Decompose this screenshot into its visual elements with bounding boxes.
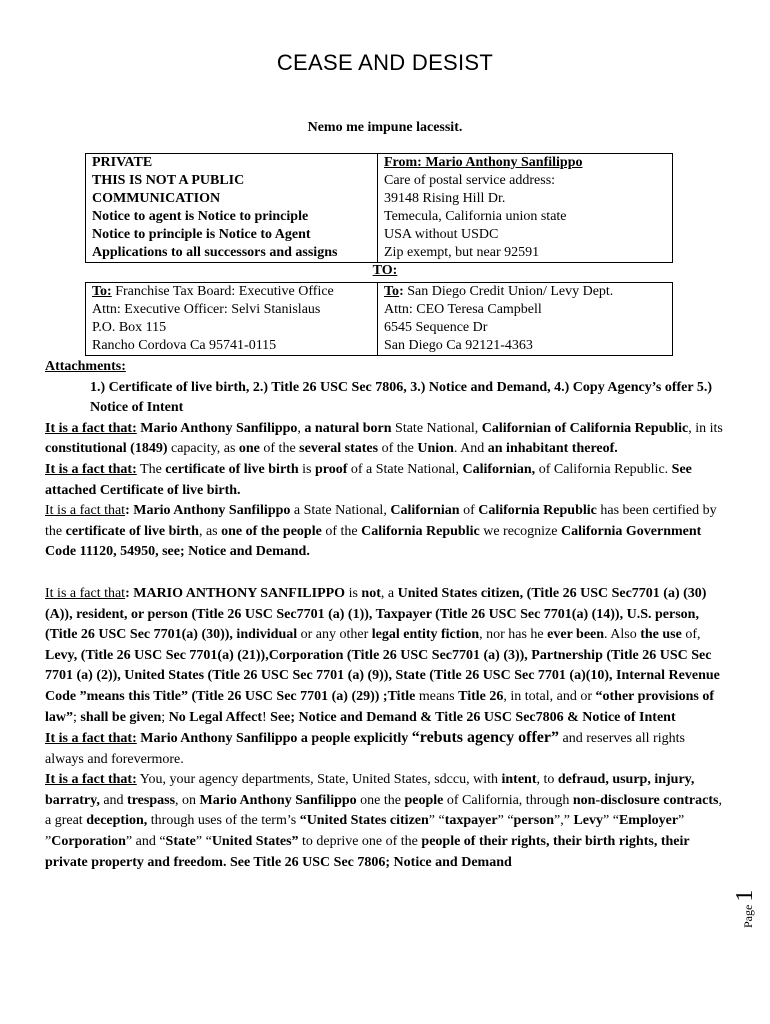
privacy-notice-cell bbox=[86, 154, 378, 263]
letter-body bbox=[45, 357, 725, 873]
sender-line: Care of postal service address: bbox=[384, 173, 556, 188]
privacy-line: Applications to all successors and assigns bbox=[92, 245, 338, 260]
privacy-line: Notice to principle is Notice to Agent bbox=[92, 227, 311, 242]
document-title: CEASE AND DESIST bbox=[276, 50, 494, 75]
fact-paragraph: It is a fact that: Mario Anthony Sanfilippo a State National, Californian of California Republic has been certified by the certificate of live birth, as one of the people of the California Republic we recognize California Government Code 11120, 54950, see; Notice and Demand. bbox=[45, 503, 717, 560]
to-tag: To bbox=[384, 284, 400, 299]
privacy-line: Notice to agent is Notice to principle bbox=[92, 209, 309, 224]
page-number-value: 1 bbox=[732, 889, 758, 902]
page-label: Page bbox=[741, 901, 755, 928]
paragraph-spacer bbox=[45, 563, 725, 584]
attachments-heading: Attachments: bbox=[45, 359, 126, 374]
sender-line: Zip exempt, but near 92591 bbox=[384, 245, 540, 260]
fact-paragraph: It is a fact that: Mario Anthony Sanfilippo, a natural born State National, Californian of California Republic, in its constitutional (1849) capacity, as one of the several states of the Union. And an inhabitant thereof. bbox=[45, 420, 723, 457]
fact-paragraph: It is a fact that: The certificate of live birth is proof of a State National, Californian, of California Republic. See attached Certificate of live birth. bbox=[45, 461, 692, 498]
recipient-attn: Attn: Executive Officer: Selvi Stanislaus bbox=[92, 302, 321, 317]
recipient-name: To: San Diego Credit Union/ Levy Dept. bbox=[384, 284, 614, 299]
recipient-sdccu-cell bbox=[378, 283, 673, 356]
recipient-ftb-cell bbox=[86, 283, 378, 356]
privacy-line: COMMUNICATION bbox=[92, 191, 221, 206]
to-label: TO: bbox=[372, 263, 398, 278]
to-tag: To: bbox=[92, 284, 112, 299]
sender-line: Temecula, California union state bbox=[384, 209, 567, 224]
fact-paragraph: It is a fact that: Mario Anthony Sanfilippo a people explicitly “rebuts agency offer” and reserves all rights always and forevermore. bbox=[45, 729, 685, 767]
recipient-address: P.O. Box 115 bbox=[92, 320, 167, 335]
sender-line: 39148 Rising Hill Dr. bbox=[384, 191, 506, 206]
fact-paragraph: It is a fact that: You, your agency departments, State, United States, sdccu, with intent, to defraud, usurp, injury, barratry, and trespass, on Mario Anthony Sanfilippo one the people of California, through non-disclosure contracts, a great deception, through uses of the term’s “United States citizen” “taxpayer” “person”,” Levy” “Employer” ”Corporation” and “State” “United States” to deprive one of the people of their rights, their birth rights, their private property and freedom. See Title 26 USC Sec 7806; Notice and Demand bbox=[45, 772, 722, 870]
privacy-line: PRIVATE bbox=[92, 155, 153, 170]
fact-paragraph: It is a fact that: MARIO ANTHONY SANFILIPPO is not, a United States citizen, (Title 26 USC Sec7701 (a) (30) (A)), resident, or person (Title 26 USC Sec7701 (a) (1)), Taxpayer (Title 26 USC Sec 7701(a) (14)), U.S. person, (Title 26 USC Sec 7701(a) (30)), individual or any other legal entity fiction, nor has he ever been. Also the use of, Levy, (Title 26 USC Sec 7701(a) (21)),Corporation (Title 26 USC Sec7701 (a) (3)), Partnership (Title 26 USC Sec 7701 (a) (2)), United States (Title 26 USC Sec 7701 (a) (9)), State (Title 26 USC Sec 7701 (a)(10), Internal Revenue Code ”means this Title” (Title 26 USC Sec 7701 (a) (29)) ;Title means Title 26, in total, and or “other provisions of law”; shall be given; No Legal Affect! See; Notice and Demand & Title 26 USC Sec7806 & Notice of Intent bbox=[45, 585, 720, 725]
motto: Nemo me impune lacessit. bbox=[307, 120, 463, 135]
page-number bbox=[732, 888, 758, 928]
recipients-box bbox=[85, 282, 673, 356]
sender-name: From: Mario Anthony Sanfilippo bbox=[384, 155, 583, 170]
recipient-address: 6545 Sequence Dr bbox=[384, 320, 488, 335]
privacy-line: THIS IS NOT A PUBLIC bbox=[92, 173, 245, 188]
sender-line: USA without USDC bbox=[384, 227, 499, 242]
recipient-name: To: Franchise Tax Board: Executive Office bbox=[92, 284, 334, 299]
recipient-attn: Attn: CEO Teresa Campbell bbox=[384, 302, 542, 317]
sender-cell bbox=[378, 154, 673, 263]
attachments-list: 1.) Certificate of live birth, 2.) Title 26 USC Sec 7806, 3.) Notice and Demand, 4.) Copy Agency’s offer 5.) Notice of Intent bbox=[90, 379, 713, 416]
recipient-address: San Diego Ca 92121-4363 bbox=[384, 338, 533, 353]
recipient-address: Rancho Cordova Ca 95741-0115 bbox=[92, 338, 277, 353]
header-box bbox=[85, 153, 673, 263]
